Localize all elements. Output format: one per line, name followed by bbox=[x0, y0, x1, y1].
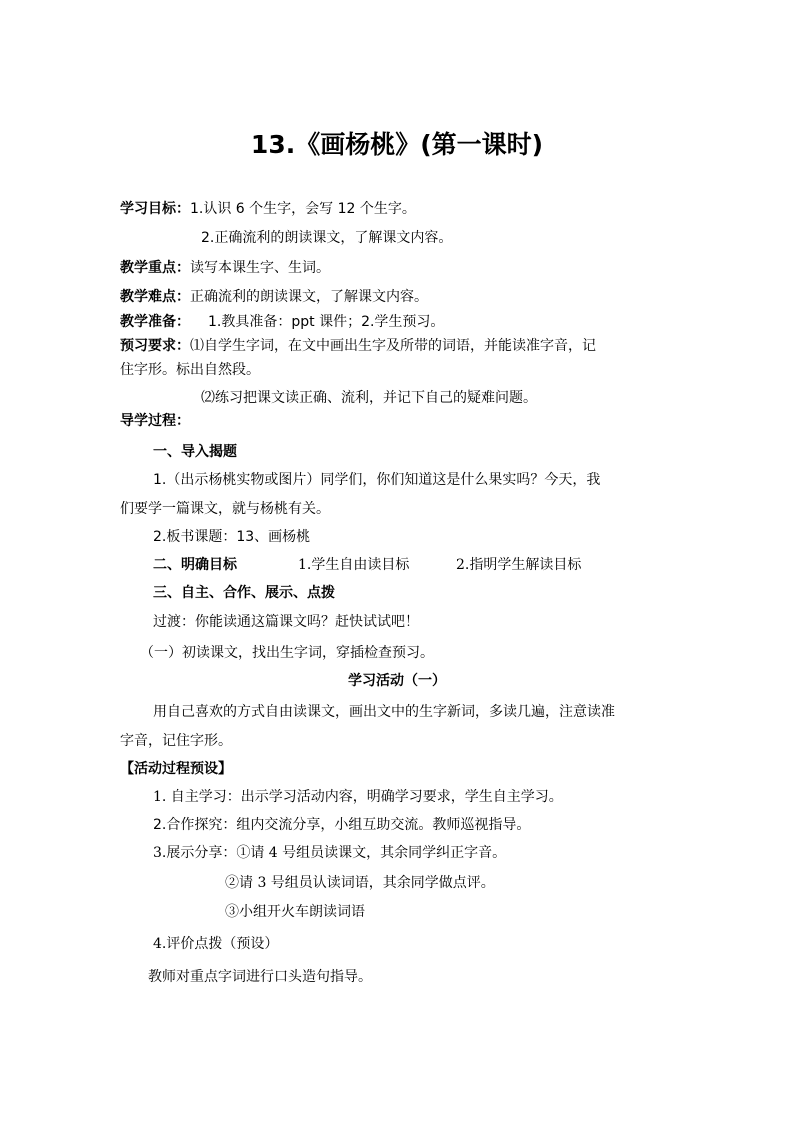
section-3-heading: 三、自主、合作、展示、点拨 bbox=[153, 585, 335, 601]
key-point-text: 读写本课生字、生词。 bbox=[190, 260, 330, 276]
step-3c: ③小组开火车朗读词语 bbox=[225, 904, 365, 920]
closing-text: 教师对重点字词进行口头造句指导。 bbox=[148, 969, 372, 985]
page-title: 13.《画杨桃》(第一课时) bbox=[250, 130, 544, 159]
goal-b: 2.指明学生解读目标 bbox=[456, 557, 582, 573]
step-2: 2.合作探究：组内交流分享，小组互助交流。教师巡视指导。 bbox=[153, 817, 531, 833]
difficulty-text: 正确流利的朗读课文，了解课文内容。 bbox=[190, 289, 428, 305]
preview-item-1-line-2: 住字形。标出自然段。 bbox=[120, 362, 260, 378]
activity-line-1: 用自己喜欢的方式自由读课文，画出文中的生字新词，多读几遍，注意读准 bbox=[153, 704, 615, 720]
learning-goals-row bbox=[120, 199, 416, 219]
section-1-heading: 一、导入揭题 bbox=[153, 444, 237, 460]
learning-goals-label: 学习目标： bbox=[120, 201, 190, 217]
preparation-row bbox=[120, 312, 444, 332]
step-3b: ②请 3 号组员认读词语，其余同学做点评。 bbox=[225, 875, 495, 891]
preparation-text: 1.教具准备：ppt 课件；2.学生预习。 bbox=[208, 314, 445, 330]
preset-heading: 【活动过程预设】 bbox=[120, 761, 232, 777]
process-heading: 导学过程： bbox=[120, 413, 190, 429]
intro-paragraph-line-2: 们要学一篇课文，就与杨桃有关。 bbox=[120, 501, 330, 517]
learning-goals-item-2: 2.正确流利的朗读课文，了解课文内容。 bbox=[201, 230, 453, 246]
key-point-label: 教学重点： bbox=[120, 260, 190, 276]
key-point-row bbox=[120, 258, 330, 278]
difficulty-row bbox=[120, 287, 428, 307]
preview-label: 预习要求： bbox=[120, 338, 190, 354]
preview-item-2: ⑵练习把课文读正确、流利，并记下自己的疑难问题。 bbox=[201, 390, 537, 406]
blackboard-title: 2.板书课题：13、画杨桃 bbox=[153, 529, 311, 545]
activity-title: 学习活动（一） bbox=[348, 673, 446, 689]
goal-a: 1.学生自由读目标 bbox=[298, 557, 410, 573]
section-2-row bbox=[153, 555, 237, 575]
activity-line-2: 字音，记住字形。 bbox=[120, 733, 232, 749]
step-4: 4.评价点拨（预设） bbox=[153, 936, 279, 952]
section-2-heading: 二、明确目标 bbox=[153, 557, 237, 573]
step-3: 3.展示分享：①请 4 号组员读课文，其余同学纠正字音。 bbox=[153, 845, 507, 861]
difficulty-label: 教学难点： bbox=[120, 289, 190, 305]
learning-goals-item-1: 1.认识 6 个生字，会写 12 个生字。 bbox=[190, 201, 416, 217]
intro-paragraph-line-1: 1.（出示杨桃实物或图片）同学们，你们知道这是什么果实吗？今天，我 bbox=[153, 472, 601, 488]
preparation-label: 教学准备： bbox=[120, 314, 190, 330]
transition-text: 过渡：你能读通这篇课文吗？赶快试试吧！ bbox=[153, 614, 419, 630]
preview-item-1-line-1: ⑴自学生字词，在文中画出生字及所带的词语，并能读准字音，记 bbox=[190, 338, 596, 354]
part-1-heading: （一）初读课文，找出生字词，穿插检查预习。 bbox=[140, 645, 434, 661]
step-1: 1. 自主学习：出示学习活动内容，明确学习要求，学生自主学习。 bbox=[153, 789, 563, 805]
preview-row bbox=[120, 336, 596, 356]
